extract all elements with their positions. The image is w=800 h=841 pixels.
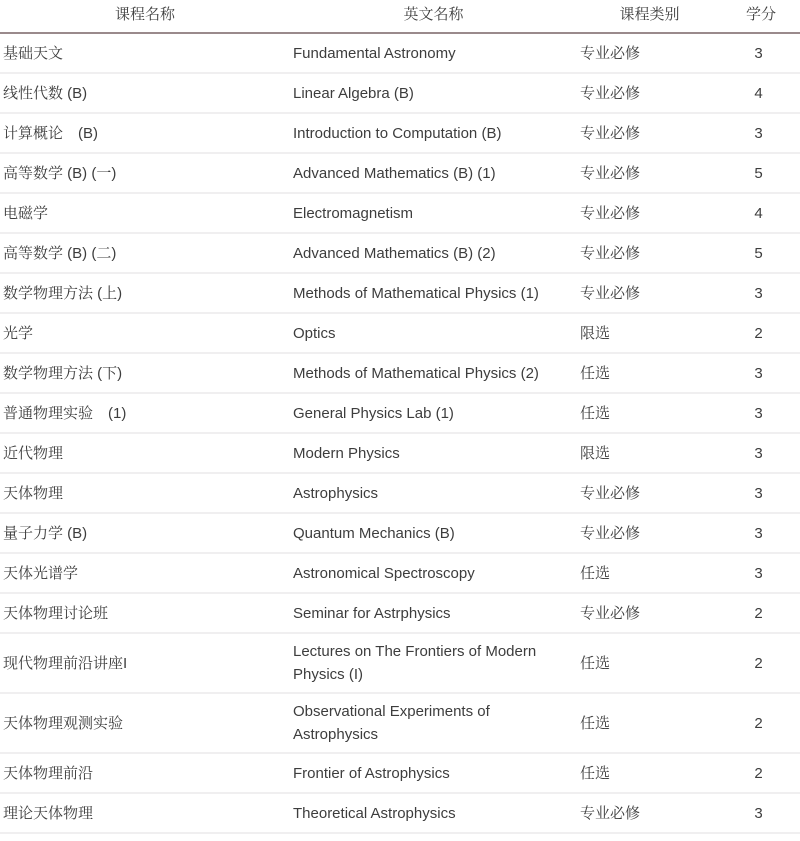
course-name-cell: 天体物理观测实验 [0, 693, 290, 753]
table-row [0, 33, 800, 73]
english-name-cell: Seminar for Astrphysics [290, 593, 577, 633]
table-row [0, 433, 800, 473]
credits-cell: 3 [722, 113, 800, 153]
table-row [0, 73, 800, 113]
table-row [0, 753, 800, 793]
english-name-cell: Introduction to Computation (B) [290, 113, 577, 153]
column-header-course-name: 课程名称 [0, 0, 290, 33]
course-category-cell: 专业必修 [577, 793, 722, 833]
course-name-cell: 数学物理方法 (上) [0, 273, 290, 313]
table-row [0, 793, 800, 833]
table-row [0, 313, 800, 353]
course-name-cell: 天体光谱学 [0, 553, 290, 593]
course-category-cell: 任选 [577, 393, 722, 433]
course-category-cell: 专业必修 [577, 273, 722, 313]
table-row [0, 593, 800, 633]
english-name-cell: Electromagnetism [290, 193, 577, 233]
credits-cell: 2 [722, 693, 800, 753]
course-category-cell: 专业必修 [577, 73, 722, 113]
course-category-cell: 限选 [577, 313, 722, 353]
english-name-cell: Observational Experiments of Astrophysics [290, 693, 577, 753]
column-header-course-category: 课程类别 [577, 0, 722, 33]
course-name-cell: 现代物理前沿讲座I [0, 633, 290, 693]
course-category-cell: 任选 [577, 553, 722, 593]
course-category-cell: 专业必修 [577, 193, 722, 233]
course-category-cell: 专业必修 [577, 513, 722, 553]
course-name-cell: 天体物理 [0, 473, 290, 513]
table-row [0, 513, 800, 553]
course-name-cell: 基础天文 [0, 33, 290, 73]
course-category-cell: 专业必修 [577, 113, 722, 153]
table-header-row [0, 0, 800, 33]
credits-cell: 2 [722, 593, 800, 633]
course-name-cell: 理论天体物理 [0, 793, 290, 833]
credits-cell: 3 [722, 393, 800, 433]
table-row [0, 273, 800, 313]
course-category-cell: 任选 [577, 693, 722, 753]
english-name-cell: Linear Algebra (B) [290, 73, 577, 113]
credits-cell: 4 [722, 193, 800, 233]
table-row [0, 393, 800, 433]
course-name-cell: 近代物理 [0, 433, 290, 473]
table-row [0, 553, 800, 593]
course-category-cell: 专业必修 [577, 153, 722, 193]
table-row [0, 633, 800, 693]
course-name-cell: 数学物理方法 (下) [0, 353, 290, 393]
table-row [0, 113, 800, 153]
english-name-cell: General Physics Lab (1) [290, 393, 577, 433]
english-name-cell: Quantum Mechanics (B) [290, 513, 577, 553]
credits-cell: 3 [722, 273, 800, 313]
course-category-cell: 任选 [577, 353, 722, 393]
course-name-cell: 高等数学 (B) (二) [0, 233, 290, 273]
course-category-cell: 专业必修 [577, 473, 722, 513]
table-row [0, 353, 800, 393]
table-row [0, 473, 800, 513]
credits-cell: 3 [722, 793, 800, 833]
course-category-cell: 专业必修 [577, 33, 722, 73]
credits-cell: 3 [722, 513, 800, 553]
credits-cell: 5 [722, 233, 800, 273]
english-name-cell: Modern Physics [290, 433, 577, 473]
credits-cell: 2 [722, 753, 800, 793]
credits-cell: 2 [722, 633, 800, 693]
english-name-cell: Frontier of Astrophysics [290, 753, 577, 793]
course-name-cell: 天体物理讨论班 [0, 593, 290, 633]
column-header-credits: 学分 [722, 0, 800, 33]
credits-cell: 3 [722, 33, 800, 73]
course-category-cell: 任选 [577, 633, 722, 693]
table-row [0, 693, 800, 753]
english-name-cell: Advanced Mathematics (B) (2) [290, 233, 577, 273]
english-name-cell: Astronomical Spectroscopy [290, 553, 577, 593]
english-name-cell: Advanced Mathematics (B) (1) [290, 153, 577, 193]
english-name-cell: Lectures on The Frontiers of Modern Physics (I) [290, 633, 577, 693]
course-name-cell: 计算概论 (B) [0, 113, 290, 153]
course-name-cell: 高等数学 (B) (一) [0, 153, 290, 193]
table-row [0, 153, 800, 193]
english-name-cell: Fundamental Astronomy [290, 33, 577, 73]
course-category-cell: 专业必修 [577, 233, 722, 273]
course-name-cell: 电磁学 [0, 193, 290, 233]
course-name-cell: 量子力学 (B) [0, 513, 290, 553]
credits-cell: 3 [722, 353, 800, 393]
credits-cell: 3 [722, 433, 800, 473]
course-name-cell: 光学 [0, 313, 290, 353]
course-name-cell: 天体物理前沿 [0, 753, 290, 793]
course-name-cell: 普通物理实验 (1) [0, 393, 290, 433]
table-row [0, 193, 800, 233]
course-category-cell: 专业必修 [577, 593, 722, 633]
table-row [0, 233, 800, 273]
credits-cell: 5 [722, 153, 800, 193]
english-name-cell: Astrophysics [290, 473, 577, 513]
column-header-english-name: 英文名称 [290, 0, 577, 33]
credits-cell: 4 [722, 73, 800, 113]
credits-cell: 2 [722, 313, 800, 353]
english-name-cell: Methods of Mathematical Physics (1) [290, 273, 577, 313]
english-name-cell: Methods of Mathematical Physics (2) [290, 353, 577, 393]
credits-cell: 3 [722, 473, 800, 513]
course-category-cell: 任选 [577, 753, 722, 793]
course-name-cell: 线性代数 (B) [0, 73, 290, 113]
english-name-cell: Optics [290, 313, 577, 353]
english-name-cell: Theoretical Astrophysics [290, 793, 577, 833]
credits-cell: 3 [722, 553, 800, 593]
course-category-cell: 限选 [577, 433, 722, 473]
